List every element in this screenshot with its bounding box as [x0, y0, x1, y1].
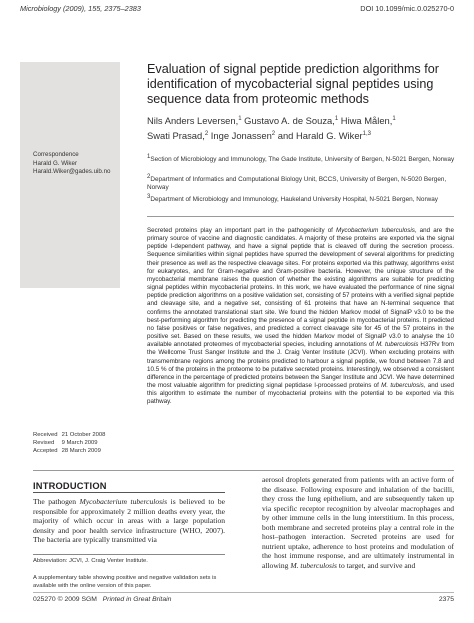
introduction-right-column — [262, 475, 454, 570]
affiliation-text: Department of Informatics and Computational Biology Unit, BCCS, University of Bergen, N-5020 Bergen, Norway — [147, 176, 447, 192]
author-name: and Harald G. Wiker — [277, 129, 363, 141]
date-label: Accepted — [33, 448, 58, 455]
author-name: Gustavo A. de Souza, — [244, 115, 335, 127]
date-label: Received — [33, 432, 58, 438]
body-run: The pathogen — [33, 497, 80, 506]
doi-text: DOI 10.1099/mic.0.025270-0 — [360, 4, 454, 13]
body-run: to target, and survive and — [337, 560, 416, 570]
heading-rule — [33, 492, 225, 493]
affiliation-text: Department of Microbiology and Immunology, Haukeland University Hospital, N-5021 Bergen, Norway — [150, 196, 438, 204]
author-list — [147, 113, 467, 142]
author-affil-mark: 1 — [238, 116, 242, 122]
footer-copyright: 025270 © 2009 SGM — [33, 596, 97, 603]
correspondence-name: Harald G. Wiker — [33, 159, 78, 167]
journal-citation: Microbiology (2009), 155, 2375–2383 — [20, 4, 141, 13]
author-name: Swati Prasad, — [147, 129, 205, 141]
abstract-run: H37Rv from the Wellcome Trust Sanger Institute and the J. Craig Venter Institute (JCVI). When excluding proteins with transmembrane regions among the proteins predicted to harbour a signal peptide, we found between 7.8 and 10.5 % of the proteins in the proteome to be putative secreted proteins. Interestingly, we observed a consistent difference in the percentage of predicted proteins between the Sanger Institute and JCVI. We have determined the most valuable algorithm for predicting signal peptidase I-processed proteins of — [147, 341, 455, 389]
correspondence-block — [33, 151, 110, 177]
abstract-bottom-rule — [33, 470, 454, 471]
affiliation-mark: 3 — [147, 194, 151, 200]
affiliation-1 — [147, 153, 467, 164]
species-name: M. tuberculosis — [376, 341, 419, 349]
date-value: 9 March 2009 — [61, 440, 98, 447]
footer-rule — [33, 592, 454, 593]
abstract-run: , and are the primary source of vaccine and diagnostic candidates. A majority of these proteins are exported via the signal peptide I-dependent pathway, and have a signal peptide that is cleaved off during the secretion process. Sequence similarities within signal peptides have spurred the development of several algorithms for predicting their presence as well as the respective cleavage sites. For proteins exported via this pathway, algorithms exist for eukaryotes, and for Gram-negative and Gram-positive bacteria. However, the unique structure of the mycobacterial membrane raises the question of whether the existing algorithms are suitable for predicting signal peptides within mycobacterial proteins. In this work, we have evaluated the performance of nine signal peptide prediction algorithms on a positive validation set, consisting of 57 proteins with a verified signal peptide and cleavage site, and a negative set, consisting of 61 proteins that have an N-terminal sequence that confirms the annotated translational start site. We found the hidden Markov model of SignalP v3.0 to be the best-performing algorithm for predicting the presence of a signal peptide in mycobacterial proteins. It predicted no false positives or false negatives, and predicted a correct cleavage site for 45 of the 57 proteins in the positive set. Based on these results, we used the hidden Markov model of SignalP v3.0 to analyse the 10 available annotated proteomes of mycobacterial species, including annotations of — [147, 227, 455, 349]
author-affil-mark: 1 — [392, 116, 396, 122]
page-number: 2375 — [438, 596, 454, 603]
author-name: Nils Anders Leversen, — [147, 115, 239, 127]
affiliation-3 — [147, 193, 467, 204]
correspondence-email[interactable]: Harald.Wiker@gades.uib.no — [33, 168, 111, 176]
species-name: Mycobacterium tuberculosis — [336, 227, 415, 234]
date-label: Revised — [33, 440, 55, 447]
affiliation-mark: 1 — [147, 154, 151, 160]
article-dates — [33, 431, 109, 455]
introduction-heading: INTRODUCTION — [33, 481, 107, 491]
introduction-left-column — [33, 497, 225, 545]
date-value: 21 October 2008 — [61, 432, 106, 438]
abstract-run: , and used this algorithm to estimate the number of mycobacterial proteins with the potential to be exported via this pathway. — [147, 381, 454, 406]
author-name: Hiwa Målen, — [340, 115, 393, 127]
article-title: Evaluation of signal peptide prediction algorithms for identification of mycobacterial signal peptides using sequence data from proteomic methods — [147, 62, 439, 107]
species-name: M. tuberculosis — [381, 381, 424, 389]
affiliation-mark: 2 — [147, 174, 151, 180]
footer-left — [33, 596, 171, 603]
author-name: Inge Jonassen — [210, 129, 272, 141]
author-affil-mark: 1 — [334, 116, 339, 122]
abstract-text — [147, 227, 454, 406]
date-value: 28 March 2009 — [61, 448, 101, 455]
footer-printed: Printed in Great Britain — [102, 596, 172, 603]
abstract-run: Secreted proteins play an important part in the pathogenicity of — [147, 227, 337, 234]
body-run: is believed to be responsible for approximately 2 million deaths every year, the majority of which occur in areas with a large population density and poor health service infrastructure (WHO, 2007). The bacteria are typically transmitted via — [33, 497, 225, 545]
abstract-top-rule — [147, 216, 454, 217]
correspondence-label: Correspondence — [33, 151, 79, 158]
species-name: Mycobacterium tuberculosis — [79, 497, 168, 506]
body-run: aerosol droplets generated from patients with an active form of the disease. Following exposure and inhalation of the bacilli, they cross the lung epithelium, and are subsequently taken up via specific receptor recognition by alveolar macrophages and by other immune cells in the lung interstitium. In this process, both membrane and secreted proteins play a central role in the host–pathogen interaction. Secreted proteins are used for nutrient uptake, adherence to host proteins and modulation of the host immune response, and are ultimately instrumental in allowing — [262, 475, 454, 570]
author-affil-mark: 1,3 — [362, 130, 372, 137]
author-affil-mark: 2 — [204, 130, 209, 137]
species-name: M. tuberculosis — [290, 560, 337, 570]
affiliation-2 — [147, 173, 467, 192]
author-affil-mark: 2 — [271, 130, 276, 137]
supplementary-note: A supplementary table showing positive and negative validation sets is available with the online version of this paper. — [33, 575, 217, 589]
abbreviation-note: Abbreviation: JCVI, J. Craig Venter Institute. — [33, 558, 148, 564]
affiliation-text: Section of Microbiology and Immunology, The Gade Institute, University of Bergen, N-5021 Bergen, Norway — [150, 156, 455, 164]
footnote-rule — [33, 554, 225, 555]
